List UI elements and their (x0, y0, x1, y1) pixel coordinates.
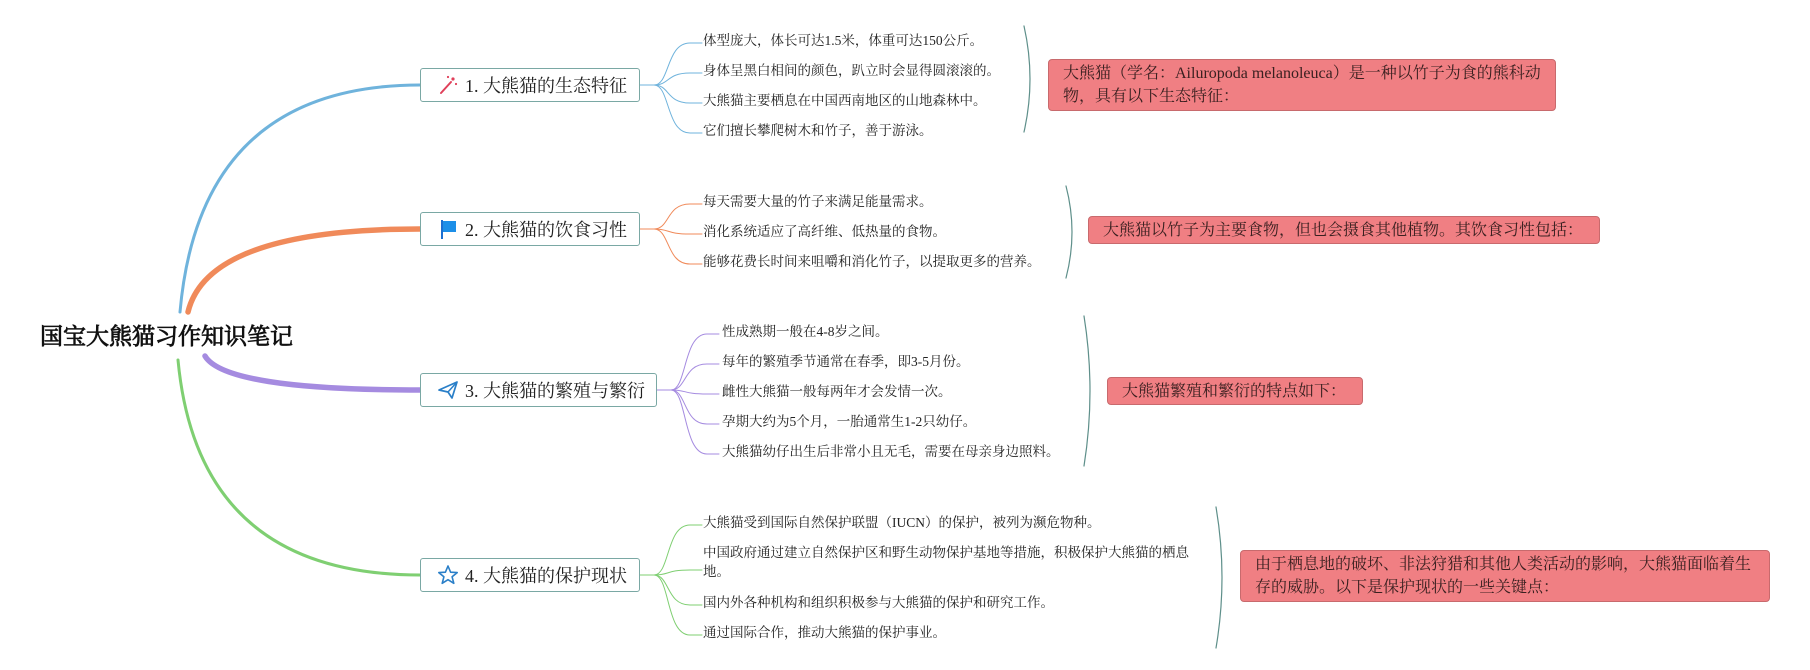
root-topic[interactable]: 国宝大熊猫习作知识笔记 (40, 324, 293, 350)
branch-diet[interactable] (420, 212, 640, 246)
leaf-connector (657, 390, 719, 454)
leaf-connector (640, 85, 702, 103)
leaf-connector (640, 73, 702, 85)
leaf-item[interactable]: 通过国际合作，推动大熊猫的保护事业。 (703, 625, 946, 640)
leaf-item[interactable]: 每年的繁殖季节通常在春季，即3-5月份。 (722, 354, 970, 369)
star-icon (437, 564, 459, 586)
summary-note[interactable]: 大熊猫以竹子为主要食物，但也会摄食其他植物。其饮食习性包括： (1088, 216, 1600, 244)
branch-reproduction[interactable] (420, 373, 657, 407)
summary-brace (1024, 26, 1030, 132)
leaf-connector (657, 390, 719, 424)
leaf-item[interactable]: 孕期大约为5个月，一胎通常生1-2只幼仔。 (722, 414, 977, 429)
paper-plane-icon (437, 379, 459, 401)
summary-note[interactable]: 大熊猫（学名：Ailuropoda melanoleuca）是一种以竹子为食的熊科动物，具有以下生态特征： (1048, 59, 1556, 111)
branch-label: 3. 大熊猫的繁殖与繁衍 (465, 381, 645, 401)
flag-icon (437, 218, 459, 240)
leaf-connector (640, 570, 702, 575)
leaf-item[interactable]: 国内外各种机构和组织积极参与大熊猫的保护和研究工作。 (703, 595, 1054, 610)
leaf-item[interactable]: 性成熟期一般在4-8岁之间。 (722, 324, 889, 339)
summary-brace (1216, 507, 1222, 648)
leaf-item[interactable]: 体型庞大，体长可达1.5米，体重可达150公斤。 (703, 33, 984, 48)
summary-brace (1084, 316, 1090, 466)
branch-label: 2. 大熊猫的饮食习性 (465, 220, 627, 240)
leaf-item[interactable]: 雌性大熊猫一般每两年才会发情一次。 (722, 384, 952, 399)
leaf-connector (640, 43, 702, 85)
leaf-connector (657, 334, 719, 390)
summary-brace (1066, 186, 1072, 278)
branch-label: 4. 大熊猫的保护现状 (465, 566, 627, 586)
leaf-item[interactable]: 每天需要大量的竹子来满足能量需求。 (703, 194, 933, 209)
branch-conservation[interactable] (420, 558, 640, 592)
leaf-item[interactable]: 身体呈黑白相间的颜色，趴立时会显得圆滚滚的。 (703, 63, 1000, 78)
branch-connector (205, 356, 420, 390)
leaf-connector (640, 85, 702, 133)
leaf-connector (657, 390, 719, 394)
branch-connector (180, 85, 420, 312)
leaf-item[interactable]: 中国政府通过建立自然保护区和野生动物保护基地等措施，积极保护大熊猫的栖息地。 (703, 545, 1189, 579)
leaf-item[interactable]: 大熊猫主要栖息在中国西南地区的山地森林中。 (703, 93, 987, 108)
leaf-connector (640, 575, 702, 605)
leaf-item[interactable]: 消化系统适应了高纤维、低热量的食物。 (703, 224, 946, 239)
leaf-connector (640, 204, 702, 229)
leaf-item[interactable]: 能够花费长时间来咀嚼和消化竹子，以提取更多的营养。 (703, 254, 1041, 269)
magic-wand-icon (437, 74, 459, 96)
leaf-connector (640, 229, 702, 234)
leaf-connector (657, 364, 719, 390)
leaf-item[interactable]: 它们擅长攀爬树木和竹子，善于游泳。 (703, 123, 933, 138)
branch-label: 1. 大熊猫的生态特征 (465, 76, 627, 96)
leaf-item[interactable]: 大熊猫受到国际自然保护联盟（IUCN）的保护，被列为濒危物种。 (703, 515, 1101, 530)
branch-ecology[interactable] (420, 68, 640, 102)
summary-note[interactable]: 大熊猫繁殖和繁衍的特点如下： (1107, 377, 1363, 405)
summary-note[interactable]: 由于栖息地的破坏、非法狩猎和其他人类活动的影响，大熊猫面临着生存的威胁。以下是保护现状的一些关键点： (1240, 550, 1770, 602)
branch-connector (188, 229, 420, 312)
leaf-item[interactable]: 大熊猫幼仔出生后非常小且无毛，需要在母亲身边照料。 (722, 444, 1060, 459)
leaf-connector (640, 525, 702, 575)
